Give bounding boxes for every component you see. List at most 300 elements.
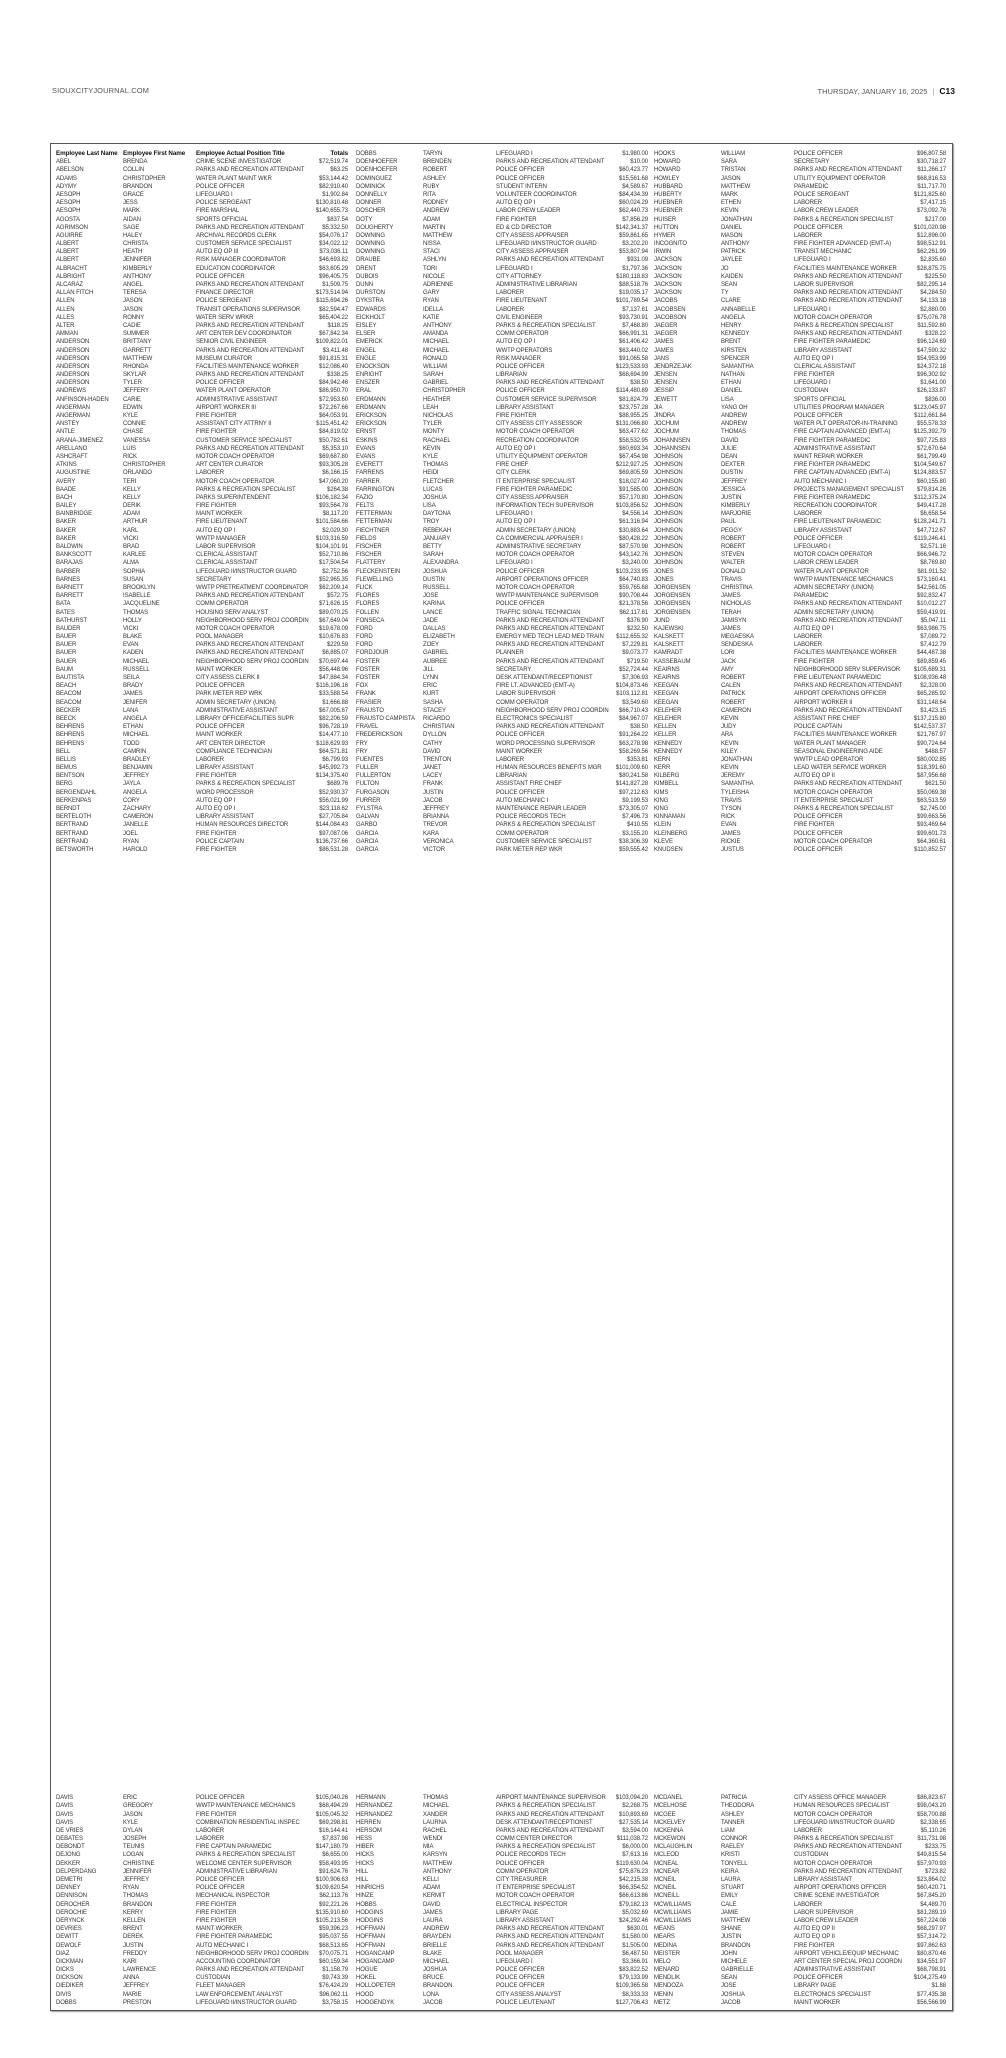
position-title-cell: PARKS AND RECREATION ATTENDANT (794, 1868, 903, 1875)
last-name-cell: KEEGAN (654, 691, 679, 698)
first-name-cell: GARRETT (123, 347, 151, 354)
position-title-cell: NEIGHBORHOOD SERV PROJ COORDIN (196, 1950, 309, 1957)
total-pay-cell: $137,215.80 (913, 715, 946, 722)
total-pay-cell: $59,555.42 (618, 846, 648, 853)
total-pay-cell: $67,842.34 (318, 331, 348, 338)
table-row (356, 330, 656, 338)
first-name-cell: MASON (721, 232, 743, 239)
position-title-cell: PARKS AND RECREATION ATTENDANT (794, 601, 903, 608)
table-row (56, 379, 356, 387)
total-pay-cell: $55,578.33 (916, 421, 946, 428)
position-title-cell: ART CENTER SPECIAL PROJ COORDN (794, 1958, 902, 1965)
total-pay-cell: $61,799.49 (916, 453, 946, 460)
first-name-cell: RYAN (123, 1885, 139, 1892)
first-name-cell: TERAH (721, 609, 741, 616)
table-row (356, 559, 656, 567)
total-pay-cell: $86,950.70 (318, 388, 348, 395)
table-row (56, 805, 356, 813)
total-pay-cell: $105,689.31 (913, 666, 946, 673)
last-name-cell: EVERETT (356, 462, 383, 469)
first-name-cell: SEILA (123, 675, 140, 681)
total-pay-cell: $49,417.28 (916, 503, 946, 510)
last-name-cell: FULLER (356, 765, 379, 772)
first-name-cell: TREVOR (423, 822, 448, 829)
table-row (654, 1942, 954, 1950)
last-name-cell: JOHNSON (654, 453, 683, 460)
last-name-cell: ANGERMAN (56, 404, 90, 411)
position-title-cell: COMM OPERATOR (496, 331, 549, 338)
last-name-cell: ANDREWS (56, 388, 86, 395)
first-name-cell: KARLEE (123, 552, 147, 559)
first-name-cell: DUSTIN (721, 470, 743, 477)
last-name-cell: DEVRIES (56, 1926, 82, 1933)
first-name-cell: ANDREW (423, 208, 450, 215)
table-row (56, 256, 356, 264)
table-row (356, 1884, 656, 1892)
first-name-cell: LONA (423, 1991, 439, 1998)
position-title-cell: MAINT REPAIR WORKER (794, 453, 863, 460)
total-pay-cell: $60,423.77 (618, 167, 648, 174)
position-title-cell: PARKS & RECREATION SPECIALIST (794, 806, 894, 812)
position-title-cell: AUTO EQ OP I (496, 445, 536, 452)
total-pay-cell: $5,047.11 (920, 617, 946, 624)
position-title-cell: CITY ASSESS CLERK II (196, 675, 260, 681)
last-name-cell: BERTRAND (56, 830, 89, 837)
table-row (56, 821, 356, 829)
first-name-cell: ADAM (423, 1885, 440, 1892)
table-row (56, 625, 356, 633)
table-row (654, 166, 954, 174)
last-name-cell: AMMAN (56, 331, 78, 338)
position-title-cell: FACILITIES MAINTENANCE WORKER (794, 732, 897, 739)
first-name-cell: JAMISYN (721, 617, 747, 624)
position-title-cell: POOL MANAGER (496, 1950, 544, 1957)
last-name-cell: JOHNSON (654, 494, 683, 501)
first-name-cell: JENNIFER (123, 257, 152, 264)
total-pay-cell: $23,118.62 (319, 806, 348, 812)
position-title-cell: LABORER (794, 642, 822, 649)
table-row (654, 314, 954, 322)
position-title-cell: PARKS AND RECREATION ATTENDANT (496, 658, 605, 665)
position-title-cell: WWTP OPERATORS (496, 347, 553, 354)
position-title-cell: CITY ASSESS OFFICE MANAGER (794, 1795, 886, 1802)
position-title-cell: PARKS & RECREATION SPECIALIST (794, 322, 894, 329)
last-name-cell: ERAL (356, 388, 372, 395)
table-row (654, 265, 954, 273)
total-pay-cell: $69,805.59 (618, 470, 648, 477)
table-row (356, 469, 656, 477)
total-pay-cell: $1,505.00 (622, 1942, 648, 1949)
first-name-cell: TORI (423, 265, 437, 272)
position-title-cell: CUSTOMER SERVICE SPECIALIST (196, 241, 292, 248)
first-name-cell: LAURA (423, 1917, 443, 1924)
total-pay-cell: $63,477.62 (618, 429, 648, 436)
first-name-cell: TANNER (721, 1819, 745, 1826)
position-title-cell: FLEET MANAGER (196, 1983, 246, 1990)
position-title-cell: POLICE OFFICER (496, 789, 545, 796)
total-pay-cell: $79,182.13 (618, 1901, 648, 1908)
last-name-cell: KNUDSEN (654, 846, 683, 853)
position-title-cell: LIBRARY ASSISTANT (794, 527, 852, 534)
table-row (654, 1950, 954, 1958)
position-title-cell: FIRE FIGHTER PARAMEDIC (794, 437, 871, 444)
position-title-cell: WATER PLANT MAINT WKR (196, 175, 272, 182)
total-pay-cell: $62,113.76 (319, 1893, 348, 1900)
first-name-cell: KIRSTEN (721, 347, 747, 354)
total-pay-cell: $57,170.80 (618, 494, 648, 501)
position-title-cell: CUSTODIAN (794, 1852, 829, 1859)
last-name-cell: KELEHER (654, 707, 682, 714)
total-pay-cell: $115,451.42 (316, 421, 348, 428)
total-pay-cell: $10,893.69 (618, 1811, 648, 1818)
last-name-cell: FETTERMAN (356, 519, 392, 526)
header-position-title: Employee Actual Position Title (196, 150, 285, 157)
table-row (56, 166, 356, 174)
table-row (356, 805, 656, 813)
first-name-cell: JAYLA (123, 781, 141, 788)
table-row (654, 1917, 954, 1925)
table-row (654, 543, 954, 551)
table-row (56, 330, 356, 338)
position-title-cell: CRIME SCENE INVESTIGATOR (196, 159, 282, 166)
position-title-cell: AIRPORT VEHICLE/EQUIP MECHANIC (794, 1950, 899, 1957)
total-pay-cell: $50,782.61 (318, 437, 348, 444)
last-name-cell: ARELLANO (56, 445, 88, 452)
first-name-cell: NICHOLAS (721, 601, 751, 608)
first-name-cell: BRANDON (721, 1942, 751, 1949)
last-name-cell: HERNANDEZ (356, 1803, 393, 1810)
first-name-cell: JASON (123, 1811, 143, 1818)
table-row (356, 1917, 656, 1925)
total-pay-cell: $18,391.60 (916, 765, 946, 772)
total-pay-cell: $30,883.64 (618, 527, 648, 534)
first-name-cell: JUSTIN (423, 789, 444, 796)
last-name-cell: BEMUS (56, 765, 77, 772)
first-name-cell: ASHLEY (721, 1811, 745, 1818)
total-pay-cell: $233.75 (925, 1844, 946, 1851)
position-title-cell: PARKS AND RECREATION ATTENDANT (196, 347, 305, 354)
table-row (56, 355, 356, 363)
total-pay-cell: $66,946.72 (916, 552, 946, 559)
first-name-cell: JOSEPH (123, 1836, 147, 1843)
position-title-cell: POLICE OFFICER (794, 830, 843, 837)
total-pay-cell: $7,613.16 (622, 1852, 648, 1859)
table-row (56, 494, 356, 502)
first-name-cell: LACEY (423, 773, 443, 780)
first-name-cell: LAWRENCE (123, 1967, 156, 1974)
total-pay-cell: $81,911.52 (917, 568, 946, 575)
first-name-cell: MICHAEL (123, 732, 149, 739)
first-name-cell: BRANDON (123, 183, 153, 190)
last-name-cell: ANDERSON (56, 355, 90, 362)
total-pay-cell: $84,942.46 (318, 380, 348, 387)
position-title-cell: LIBRARY ASSISTANT (496, 404, 554, 411)
table-row (56, 756, 356, 764)
total-pay-cell: $28,875.75 (916, 265, 946, 272)
position-title-cell: LIFEGUARD II/INSTRUCTOR GUARD (794, 1819, 895, 1826)
first-name-cell: JACQUELINE (123, 601, 160, 608)
first-name-cell: CORY (123, 797, 140, 804)
total-pay-cell: $5,332.50 (322, 224, 348, 231)
table-row (356, 1860, 656, 1868)
last-name-cell: DEBATES (56, 1836, 83, 1843)
first-name-cell: SARA (721, 159, 737, 166)
position-title-cell: ADMINISTRATIVE ASSISTANT (196, 396, 278, 403)
last-name-cell: FARRINGTON (356, 486, 395, 493)
first-name-cell: JADE (423, 617, 438, 624)
total-pay-cell: $101,584.66 (315, 519, 348, 526)
header-last-name: Employee Last Name (56, 150, 118, 157)
table-row (56, 1999, 356, 2007)
position-title-cell: PARKS AND RECREATION ATTENDANT (794, 1844, 903, 1851)
total-pay-cell: $18,027.40 (618, 478, 648, 485)
last-name-cell: JOHNSON (654, 511, 683, 518)
first-name-cell: JULIE (721, 445, 737, 452)
position-title-cell: PARKS & RECREATION SPECIALIST (496, 1803, 596, 1810)
table-row (56, 478, 356, 486)
first-name-cell: LOGAN (123, 1852, 144, 1859)
first-name-cell: LANA (123, 707, 139, 714)
first-name-cell: LUCAS (423, 486, 443, 493)
last-name-cell: ALCARAZ (56, 282, 83, 288)
first-name-cell: TARYN (423, 151, 443, 157)
table-row (356, 240, 656, 248)
first-name-cell: FREDDY (123, 1950, 148, 1957)
position-title-cell: PARKS & RECREATION SPECIALIST (496, 822, 596, 829)
position-title-cell: LABORER (496, 306, 524, 313)
table-row (56, 1917, 356, 1925)
first-name-cell: CHASE (123, 429, 144, 436)
table-row (356, 1819, 656, 1827)
last-name-cell: FYLSTRA (356, 806, 383, 812)
last-name-cell: BAKER (56, 519, 76, 526)
table-row (654, 690, 954, 698)
first-name-cell: JENNIFER (123, 1868, 152, 1875)
position-title-cell: LIFEGUARD I (196, 191, 233, 198)
table-row (356, 584, 656, 592)
first-name-cell: WALTER (721, 560, 745, 567)
total-pay-cell: $723.82 (925, 1868, 946, 1875)
last-name-cell: FORD (356, 642, 373, 649)
table-row (56, 715, 356, 723)
total-pay-cell: $837.54 (327, 216, 348, 223)
position-title-cell: LABOR SUPERVISOR (196, 544, 256, 550)
position-title-cell: PARKS AND RECREATION ATTENDANT (794, 683, 903, 690)
last-name-cell: BERKENPAS (56, 797, 92, 804)
total-pay-cell: $109,365.58 (615, 1983, 648, 1990)
total-pay-cell: $97,862.63 (916, 1942, 946, 1949)
first-name-cell: STACEY (423, 707, 446, 714)
last-name-cell: FOSTER (356, 675, 380, 681)
last-name-cell: MCKEWON (654, 1836, 686, 1843)
first-name-cell: BRENDEN (423, 159, 452, 166)
last-name-cell: HOWARD (654, 159, 681, 166)
first-name-cell: JANUARY (423, 535, 451, 542)
last-name-cell: DOTY (356, 216, 373, 223)
position-title-cell: LIFEGUARD I (496, 1958, 533, 1965)
total-pay-cell: $124,883.57 (913, 470, 946, 477)
position-title-cell: MOTOR COACH OPERATOR (794, 789, 873, 796)
total-pay-cell: $630.01 (627, 1926, 648, 1933)
position-title-cell: MECHANICAL INSPECTOR (196, 1893, 270, 1900)
first-name-cell: AIDAN (123, 216, 141, 223)
first-name-cell: TERESA (123, 290, 147, 297)
first-name-cell: FRANK (423, 781, 443, 788)
total-pay-cell: $91,585.00 (618, 486, 648, 493)
table-row (654, 1851, 954, 1859)
table-row (654, 191, 954, 199)
table-row (56, 1958, 356, 1966)
first-name-cell: ROBERT (721, 675, 746, 681)
last-name-cell: BENTSON (56, 773, 85, 780)
last-name-cell: ALLEN (56, 306, 75, 313)
last-name-cell: DOBBS (56, 1999, 77, 2006)
first-name-cell: NISSA (423, 241, 441, 248)
table-row (654, 797, 954, 805)
last-name-cell: EMERICK (356, 339, 383, 346)
table-row (356, 355, 656, 363)
total-pay-cell: $68,297.97 (916, 1926, 946, 1933)
total-pay-cell: $114,480.89 (616, 388, 648, 395)
first-name-cell: DANIEL (721, 224, 743, 231)
total-pay-cell: $98,512.91 (916, 241, 946, 248)
total-pay-cell: $338.25 (327, 372, 348, 379)
table-row (356, 396, 656, 404)
position-title-cell: TRANSIT MECHANIC (794, 249, 852, 256)
last-name-cell: BAUER (56, 658, 77, 665)
total-pay-cell: $135,910.60 (315, 1909, 348, 1916)
position-title-cell: ADMINISTRATIVE ASSISTANT (794, 445, 876, 452)
total-pay-cell: $80,870.46 (916, 1950, 946, 1957)
table-row (56, 347, 356, 355)
total-pay-cell: $229.59 (327, 642, 348, 649)
first-name-cell: CARIE (123, 396, 141, 403)
total-pay-cell: $62,440.73 (618, 208, 648, 215)
position-title-cell: MOTOR COACH OPERATOR (496, 1893, 575, 1900)
first-name-cell: ETHAN (721, 380, 741, 387)
total-pay-cell: $103,316.59 (315, 535, 348, 542)
last-name-cell: JAEGER (654, 331, 678, 338)
total-pay-cell: $58,269.56 (618, 748, 648, 755)
total-pay-cell: $2,571.16 (920, 544, 946, 550)
total-pay-cell: $14,477.10 (318, 732, 348, 739)
table-row (56, 502, 356, 510)
position-title-cell: LABOR CREW LEADER (794, 1917, 859, 1924)
first-name-cell: BRAYDEN (423, 1934, 451, 1941)
first-name-cell: LIAM (721, 1827, 735, 1834)
last-name-cell: MCDANEL (654, 1795, 683, 1802)
table-row (356, 379, 656, 387)
table-row (56, 306, 356, 314)
last-name-cell: FISCHER (356, 544, 382, 550)
table-row (56, 748, 356, 756)
table-row (654, 494, 954, 502)
first-name-cell: NATHAN (721, 372, 745, 379)
table-row (356, 1794, 656, 1802)
last-name-cell: MEANS (654, 1926, 675, 1933)
position-title-cell: POLICE SERGEANT (794, 191, 850, 198)
total-pay-cell: $103,233.95 (615, 568, 648, 575)
separator: | (932, 87, 935, 96)
total-pay-cell: $115,694.26 (316, 298, 348, 305)
table-row (356, 764, 656, 772)
total-pay-cell: $87,570.98 (618, 544, 648, 550)
table-row (356, 576, 656, 584)
total-pay-cell: $52,724.44 (618, 666, 648, 673)
position-title-cell: PARKS & RECREATION SPECIALIST (196, 1852, 296, 1859)
first-name-cell: ADAM (123, 511, 140, 518)
table-row (56, 830, 356, 838)
first-name-cell: JEREMY (721, 773, 745, 780)
table-row (654, 371, 954, 379)
total-pay-cell: $104,873.46 (615, 683, 648, 690)
total-pay-cell: $54,076.17 (318, 232, 348, 239)
total-pay-cell: $105,040.26 (315, 1795, 348, 1802)
position-title-cell: FIRE LIEUTENANT PARAMEDIC (794, 519, 881, 526)
total-pay-cell: $91,624.76 (318, 1868, 348, 1875)
position-title-cell: ADMIN SECRETARY (UNION) (794, 609, 874, 616)
position-title-cell: WATER PLANT OPERATOR (196, 388, 271, 395)
last-name-cell: DOMINICK (356, 183, 386, 190)
last-name-cell: MENDLIK (654, 1975, 680, 1982)
position-title-cell: WORD PROCESSOR (196, 789, 254, 796)
table-row (56, 1942, 356, 1950)
first-name-cell: TEUNIS (123, 1844, 145, 1851)
total-pay-cell: $92,221.26 (318, 1901, 348, 1908)
table-row (356, 707, 656, 715)
last-name-cell: BARBER (56, 568, 81, 575)
first-name-cell: JOSHUA (423, 1967, 447, 1974)
first-name-cell: REBEKAH (423, 527, 451, 534)
table-row (356, 527, 656, 535)
position-title-cell: FIRE FIGHTER (196, 830, 237, 837)
first-name-cell: TYSON (721, 806, 742, 812)
position-title-cell: ART CENTER DIRECTOR (196, 740, 266, 747)
table-row (56, 1868, 356, 1876)
table-continuation (654, 854, 954, 1794)
total-pay-cell: $81,289.19 (916, 1909, 946, 1916)
table-row (356, 1974, 656, 1982)
total-pay-cell: $70,075.71 (318, 1950, 348, 1957)
last-name-cell: HUEBNER (654, 208, 683, 215)
position-title-cell: COMBINATION RESIDENTIAL INSPEC (196, 1819, 300, 1826)
first-name-cell: JANELLE (123, 822, 149, 829)
table-row (56, 838, 356, 846)
position-title-cell: FIRE FIGHTER PARAMEDIC (794, 339, 871, 346)
total-pay-cell: $10.00 (630, 159, 648, 166)
last-name-cell: KLEVE (654, 838, 673, 845)
last-name-cell: JAMES (654, 339, 674, 346)
total-pay-cell: $119,630.04 (616, 1860, 648, 1867)
first-name-cell: JAMES (423, 1909, 443, 1916)
last-name-cell: ALBERT (56, 249, 79, 256)
position-title-cell: POLICE CAPTAIN (794, 724, 842, 731)
table-row (356, 1835, 656, 1843)
first-name-cell: ORLANDO (123, 470, 152, 477)
last-name-cell: EVANS (356, 453, 376, 460)
table-row (654, 1876, 954, 1884)
total-pay-cell: $63,440.02 (618, 347, 648, 354)
table-row (654, 699, 954, 707)
last-name-cell: JENSEN (654, 372, 678, 379)
total-pay-cell: $353.81 (627, 756, 648, 763)
last-name-cell: DOWNING (356, 249, 385, 256)
position-title-cell: AIRPORT OPERATIONS OFFICER (794, 1885, 887, 1892)
table-row (56, 1982, 356, 1990)
last-name-cell: MENARD (654, 1967, 680, 1974)
first-name-cell: FLETCHER (423, 478, 454, 485)
table-row (654, 396, 954, 404)
